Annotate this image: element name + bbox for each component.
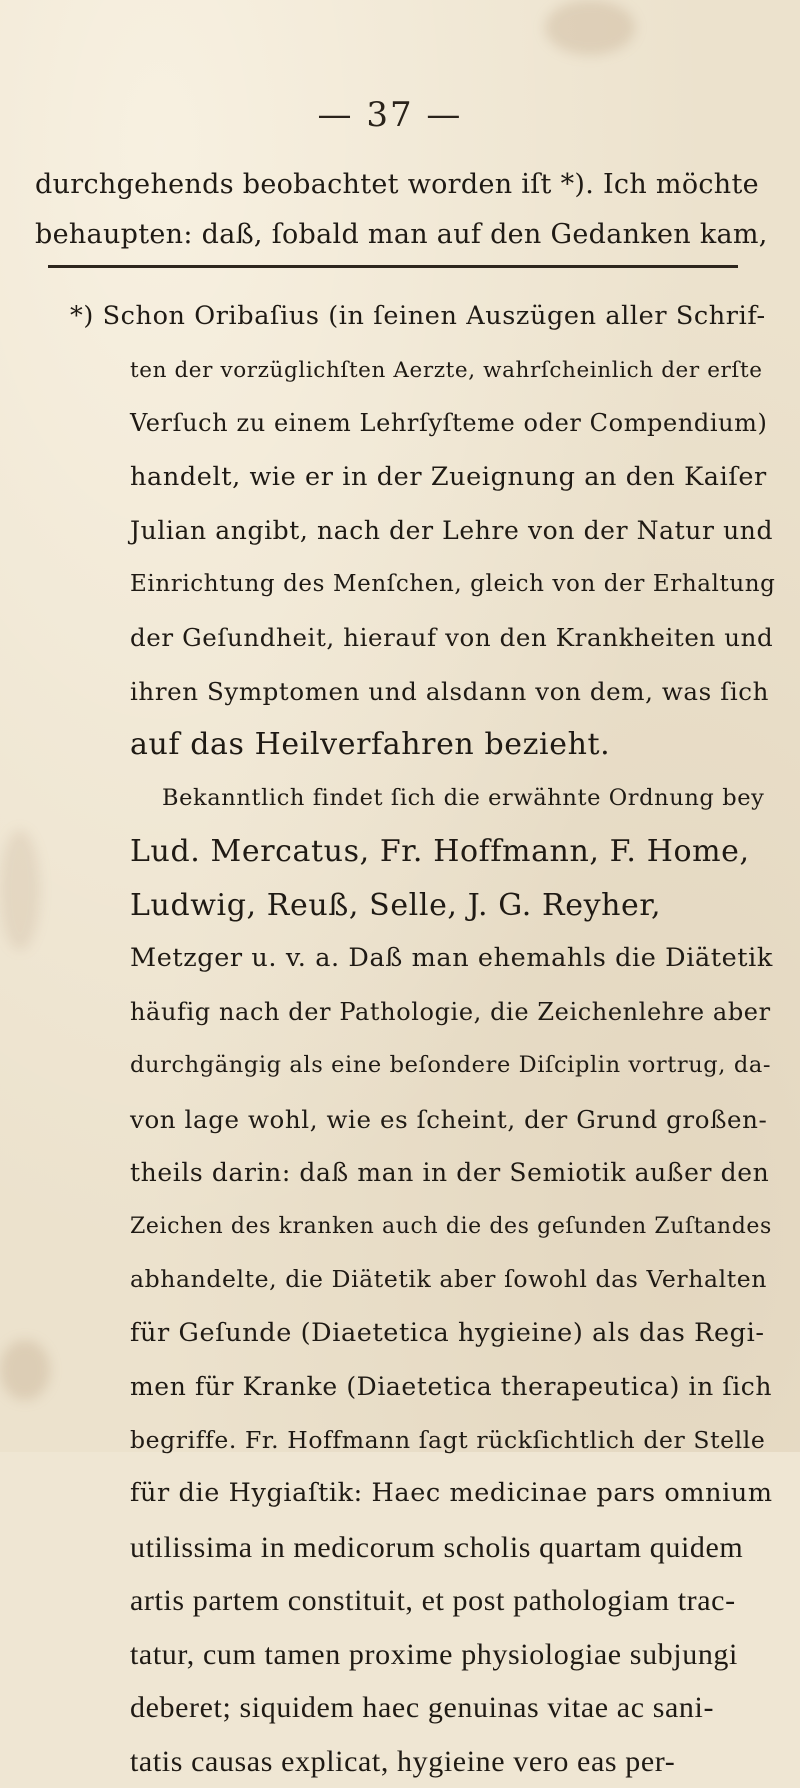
footnote-line: theils darin: daß man in der Semiotik außer den bbox=[70, 1146, 780, 1200]
footnote-line: Lud. Mercatus, Fr. Hoffmann, F. Home, bbox=[70, 825, 780, 879]
footnote-line: Bekanntlich findet ſich die erwähnte Ordnung bey bbox=[70, 772, 780, 826]
footnote-line: deberet; siquidem haec genuinas vitae ac sani- bbox=[70, 1681, 780, 1735]
footnote-line: Metzger u. v. a. Daß man ehemahls die Diätetik bbox=[70, 932, 780, 986]
text-line: durchgehends beobachtet worden iſt *). Ich möchte bbox=[35, 160, 775, 210]
main-text bbox=[35, 160, 775, 260]
footnote-divider bbox=[48, 265, 738, 268]
footnote-line: artis partem constituit, et post pathologiam trac- bbox=[70, 1574, 780, 1628]
footnote-line: Ludwig, Reuß, Selle, J. G. Reyher, bbox=[70, 879, 780, 933]
text-line: behaupten: daß, ſobald man auf den Gedanken kam, bbox=[35, 210, 775, 260]
footnote-line: für Geſunde (Diaetetica hygieine) als das Regi- bbox=[70, 1307, 780, 1361]
footnote bbox=[70, 290, 780, 1788]
footnote-line: ten der vorzüglichſten Aerzte, wahrſcheinlich der erſte bbox=[70, 344, 780, 398]
footnote-line: *) Schon Oribaſius (in ſeinen Auszügen aller Schrif- bbox=[70, 290, 780, 344]
footnote-line: für die Hygiaſtik: Haec medicinae pars omnium bbox=[70, 1467, 780, 1521]
footnote-line: abhandelte, die Diätetik aber ſowohl das Verhalten bbox=[70, 1253, 780, 1307]
footnote-line: der Geſundheit, hierauf von den Krankheiten und bbox=[70, 611, 780, 665]
footnote-line: auf das Heilverfahren bezieht. bbox=[70, 718, 780, 772]
footnote-line: häufig nach der Pathologie, die Zeichenlehre aber bbox=[70, 986, 780, 1040]
paper-stain bbox=[0, 1340, 50, 1400]
footnote-line: utilissima in medicorum scholis quartam quidem bbox=[70, 1521, 780, 1575]
footnote-line: tatis causas explicat, hygieine vero eas per- bbox=[70, 1735, 780, 1788]
footnote-line: begriffe. Fr. Hoffmann ſagt rückſichtlich der Stelle bbox=[70, 1414, 780, 1468]
paper-stain bbox=[0, 830, 40, 950]
footnote-line: men für Kranke (Diaetetica therapeutica) in ſich bbox=[70, 1360, 780, 1414]
footnote-line: von lage wohl, wie es ſcheint, der Grund großen- bbox=[70, 1093, 780, 1147]
footnote-line: handelt, wie er in der Zueignung an den Kaiſer bbox=[70, 451, 780, 505]
footnote-line: Einrichtung des Menſchen, gleich von der Erhaltung bbox=[70, 558, 780, 612]
page-number: — 37 — bbox=[290, 95, 490, 135]
paper-stain bbox=[545, 0, 635, 55]
footnote-line: Julian angibt, nach der Lehre von der Natur und bbox=[70, 504, 780, 558]
footnote-line: Verſuch zu einem Lehrſyſteme oder Compendium) bbox=[70, 397, 780, 451]
footnote-line: ihren Symptomen und alsdann von dem, was ſich bbox=[70, 665, 780, 719]
footnote-line: Zeichen des kranken auch die des geſunden Zuſtandes bbox=[70, 1200, 780, 1254]
footnote-line: tatur, cum tamen proxime physiologiae subjungi bbox=[70, 1628, 780, 1682]
footnote-line: durchgängig als eine beſondere Diſciplin vortrug, da- bbox=[70, 1039, 780, 1093]
